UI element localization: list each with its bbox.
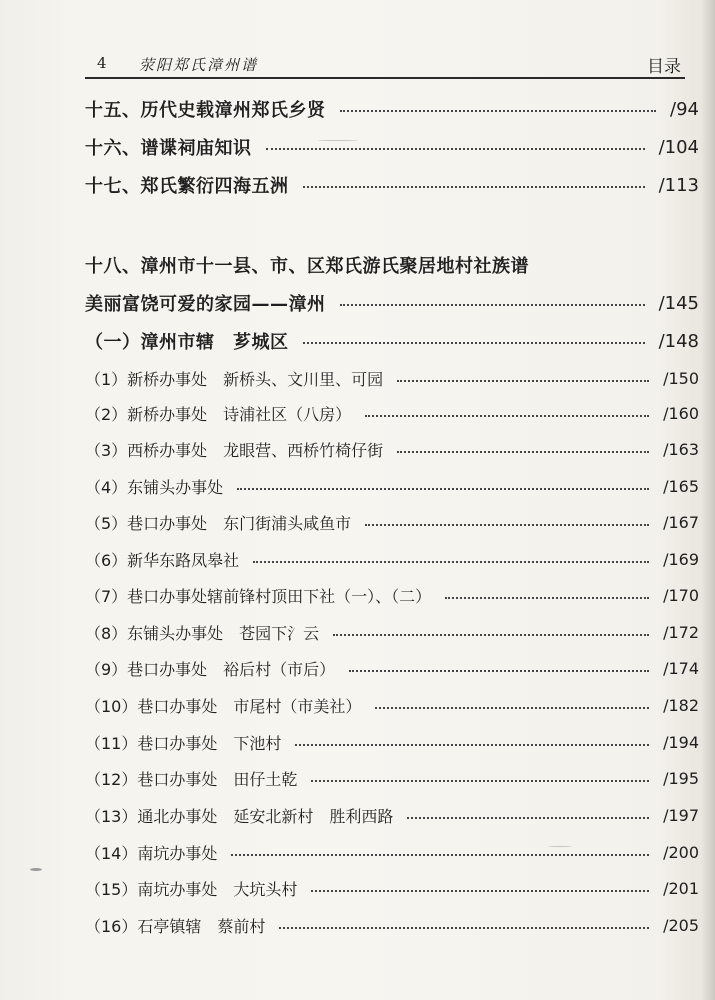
dot-leader [445,597,649,599]
dot-leader [231,854,649,856]
toc-entry-district[interactable] [85,328,699,354]
toc-entry-page: /201 [663,879,699,898]
toc-item-15[interactable] [85,877,699,900]
toc-entry-title: 美丽富饶可爱的家园——漳州 [85,294,326,315]
dot-leader [295,744,649,746]
toc-entry-page: /197 [663,806,699,825]
dot-leader [311,780,649,782]
toc-item-9[interactable] [85,657,699,680]
toc-entry-page: /167 [663,513,699,532]
toc-entry-intro[interactable] [85,290,699,316]
toc-entry-17[interactable] [85,172,699,198]
chapter-18-heading: 十八、漳州市十一县、市、区郑氏游氏聚居地村社族谱 [85,256,529,277]
toc-entry-title: 十七、郑氏繁衍四海五洲 [85,176,289,197]
toc-entry-title: （6）新华东路凤皋社 [85,551,240,570]
dot-leader [311,890,649,892]
toc-entry-page: /163 [663,440,699,459]
toc-entry-page: /174 [663,659,699,678]
toc-entry-page: /165 [663,477,699,496]
toc-item-6[interactable] [85,548,699,571]
toc-entry-title: （7）巷口办事处辖前锋村顶田下社（一）、（二） [85,587,432,606]
toc-entry-title: （16）石亭镇辖 蔡前村 [85,917,266,936]
dot-leader [365,524,649,526]
toc-entry-title: （4）东铺头办事处 [85,478,224,497]
dot-leader [303,342,645,344]
toc-item-4[interactable] [85,475,699,498]
toc-item-1[interactable] [85,367,699,390]
scan-speck [318,140,358,141]
toc-entry-title: 十五、历代史载漳州郑氏乡贤 [85,100,326,121]
header-book-title: 荥阳郑氏漳州谱 [139,56,259,74]
toc-item-8[interactable] [85,621,699,644]
toc-entry-page: /169 [663,550,699,569]
toc-item-7[interactable] [85,584,699,607]
toc-entry-page: /182 [663,696,699,715]
toc-entry-title: （5）巷口办事处 东门街浦头咸鱼市 [85,514,352,533]
toc-entry-title: （1）新桥办事处 新桥头、文川里、可园 [85,370,384,389]
toc-entry-page: /170 [663,586,699,605]
toc-entry-page: /94 [670,98,699,120]
dot-leader [365,415,649,417]
dot-leader [340,110,657,112]
toc-item-13[interactable] [85,804,699,827]
toc-entry-page: /148 [658,330,699,352]
dot-leader [333,634,649,636]
dot-leader [279,927,649,929]
toc-entry-title: （14）南坑办事处 [85,844,218,863]
toc-entry-title: （一）漳州市辖 芗城区 [85,332,289,353]
toc-entry-page: /150 [663,369,699,388]
toc-entry-page: /113 [658,174,699,196]
scan-speck [548,846,572,847]
toc-entry-title: （2）新桥办事处 诗浦社区（八房） [85,405,352,424]
toc-entry-page: /172 [663,623,699,642]
toc-entry-page: /195 [663,769,699,788]
toc-entry-title: 十六、谱谍祠庙知识 [85,138,252,159]
toc-entry-title: （10）巷口办事处 市尾村（市美社） [85,697,362,716]
toc-entry-16[interactable] [85,134,699,160]
header-page-number: 4 [97,54,107,72]
toc-item-11[interactable] [85,731,699,754]
toc-entry-title: （3）西桥办事处 龙眼营、西桥竹椅仔街 [85,441,384,460]
dot-leader [407,817,649,819]
dot-leader [375,707,649,709]
header-section-label: 目录 [647,57,681,77]
scan-speck [30,868,42,871]
toc-entry-15[interactable] [85,96,699,122]
toc-entry-page: /205 [663,916,699,935]
toc-entry-title: （15）南坑办事处 大坑头村 [85,880,298,899]
toc-item-2[interactable] [85,402,699,425]
dot-leader [303,186,645,188]
toc-entry-page: /200 [663,843,699,862]
toc-item-3[interactable] [85,438,699,461]
toc-item-5[interactable] [85,511,699,534]
toc-entry-title: （11）巷口办事处 下池村 [85,734,282,753]
toc-entry-page: /160 [663,404,699,423]
toc-item-10[interactable] [85,694,699,717]
toc-item-12[interactable] [85,767,699,790]
dot-leader [266,148,645,150]
toc-entry-page: /194 [663,733,699,752]
toc-entry-page: /104 [658,136,699,158]
dot-leader [349,670,649,672]
dot-leader [253,561,649,563]
toc-item-16[interactable] [85,914,699,937]
toc-entry-title: （13）通北办事处 延安北新村 胜利西路 [85,807,394,826]
dot-leader [397,380,649,382]
dot-leader [397,451,649,453]
dot-leader [237,488,649,490]
toc-entry-page: /145 [658,292,699,314]
dot-leader [340,304,645,306]
toc-entry-title: （12）巷口办事处 田仔土乾 [85,770,298,789]
toc-item-14[interactable] [85,841,699,864]
toc-entry-title: （8）东铺头办事处 苍园下氵云 [85,624,320,643]
toc-entry-title: （9）巷口办事处 裕后村（市后） [85,660,336,679]
